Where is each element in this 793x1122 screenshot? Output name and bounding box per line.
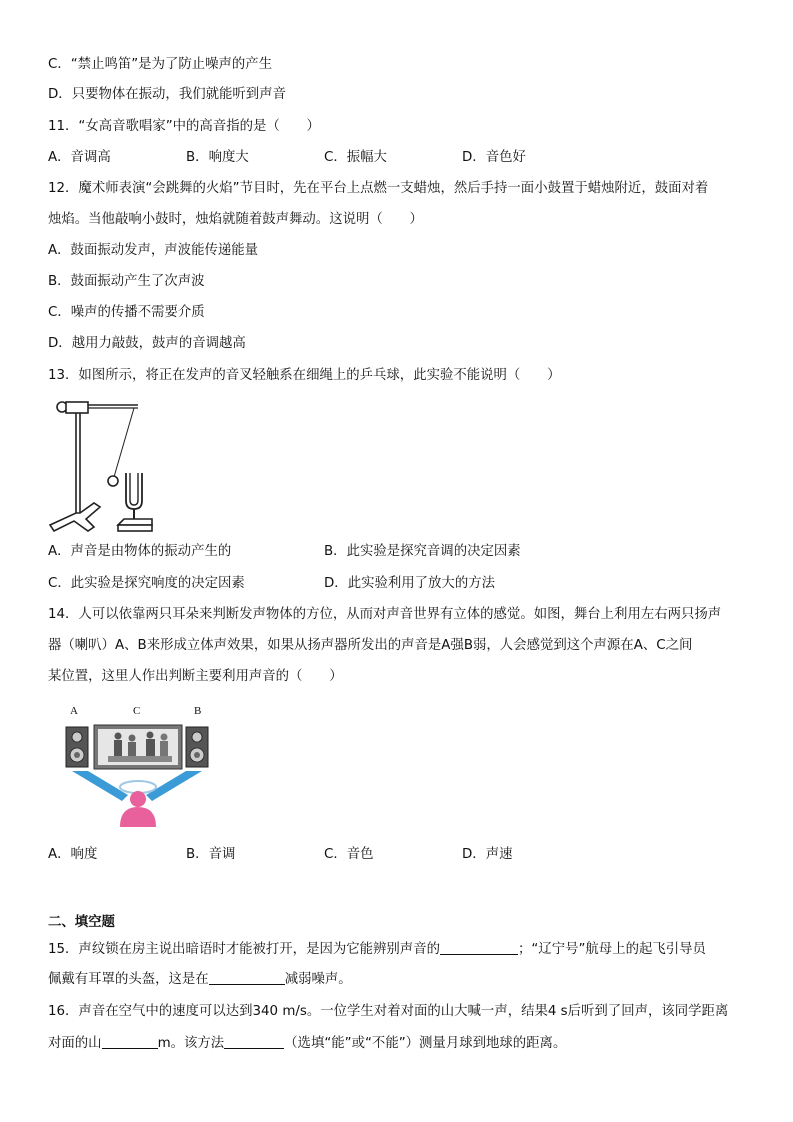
q16-text-part3: （选填“能”或“不能”）测量月球到地球的距离。 [284,1036,567,1051]
q15-text-part2: ；“辽宁号”航母上的起飞引导员 [517,942,706,957]
question-15-line1 [48,940,706,959]
question-15-line2 [48,970,352,989]
label-b: B [194,705,202,717]
q14-option-d: D．声速 [462,847,513,862]
question-14-line1: 14．人可以依靠两只耳朵来判断发声物体的方位，从而对声音世界有立体的感觉。如图，舞台上利用左右两只扬声 [48,607,722,622]
label-a: A [70,705,78,717]
speaker-b-icon [186,727,208,767]
q16-blank-2[interactable] [224,1034,284,1049]
q15-blank-1[interactable] [440,940,518,955]
q12-option-a: A．鼓面振动发声，声波能传递能量 [48,243,259,258]
q12-option-c: C．噪声的传播不需要介质 [48,305,205,320]
stereo-figure [56,703,216,829]
stage-screen-icon [94,725,182,769]
q16-text-part2: m。该方法 [157,1036,225,1051]
question-11: 11．“女高音歌唱家”中的高音指的是（ ） [48,119,320,134]
question-13: 13．如图所示，将正在发声的音叉轻触系在细绳上的乒乓球，此实验不能说明（ ） [48,368,561,383]
q13-option-b: B．此实验是探究音调的决定因素 [324,544,521,559]
q11-option-c: C．振幅大 [324,150,387,165]
q12-option-b: B．鼓面振动产生了次声波 [48,274,205,289]
stereo-drawing [56,703,216,829]
q15-text-part1: 15．声纹锁在房主说出暗语时才能被打开，是因为它能辨别声音的 [48,942,440,957]
question-14-line3: 某位置，这里人作出判断主要利用声音的（ ） [48,669,343,684]
question-16-line1: 16．声音在空气中的速度可以达到340 m/s。一位学生对着对面的山大喊一声，结果4 s后听到了回声，该同学距离 [48,1004,729,1019]
tuning-fork-drawing [46,395,166,535]
section-fill-in-title: 二、填空题 [48,915,115,930]
q15-text-part3: 佩戴有耳罩的头盔，这是在 [48,972,209,987]
question-14-line2: 器（喇叭）A、B来形成立体声效果，如果从扬声器所发出的声音是A强B弱，人会感觉到这个声源在A、C之间 [48,638,693,653]
q14-option-c: C．音色 [324,847,374,862]
q13-option-a: A．声音是由物体的振动产生的 [48,544,232,559]
q13-option-c: C．此实验是探究响度的决定因素 [48,576,245,591]
q15-text-part4: 减弱噪声。 [284,972,352,987]
question-12-line2: 烛焰。当他敲响小鼓时，烛焰就随着鼓声舞动。这说明（ ） [48,212,423,227]
tuning-fork-figure [46,395,166,535]
speaker-a-icon [66,727,88,767]
q12-option-d: D．越用力敲鼓，鼓声的音调越高 [48,336,246,351]
q16-text-part1: 对面的山 [48,1036,102,1051]
q11-option-b: B．响度大 [186,150,249,165]
q13-option-d: D．此实验利用了放大的方法 [324,576,495,591]
q10-option-c: C．“禁止鸣笛”是为了防止噪声的产生 [48,57,273,72]
q11-option-d: D．音色好 [462,150,526,165]
q10-option-d: D．只要物体在振动，我们就能听到声音 [48,87,286,102]
q14-option-a: A．响度 [48,847,98,862]
q15-blank-2[interactable] [209,970,285,985]
q16-blank-1[interactable] [102,1034,158,1049]
q14-option-b: B．音调 [186,847,236,862]
question-16-line2 [48,1034,566,1053]
label-c: C [133,705,141,717]
q11-option-a: A．音调高 [48,150,111,165]
question-12-line1: 12．魔术师表演“会跳舞的火焰”节目时，先在平台上点燃一支蜡烛，然后手持一面小鼓置于蜡烛附近，鼓面对着 [48,181,709,196]
